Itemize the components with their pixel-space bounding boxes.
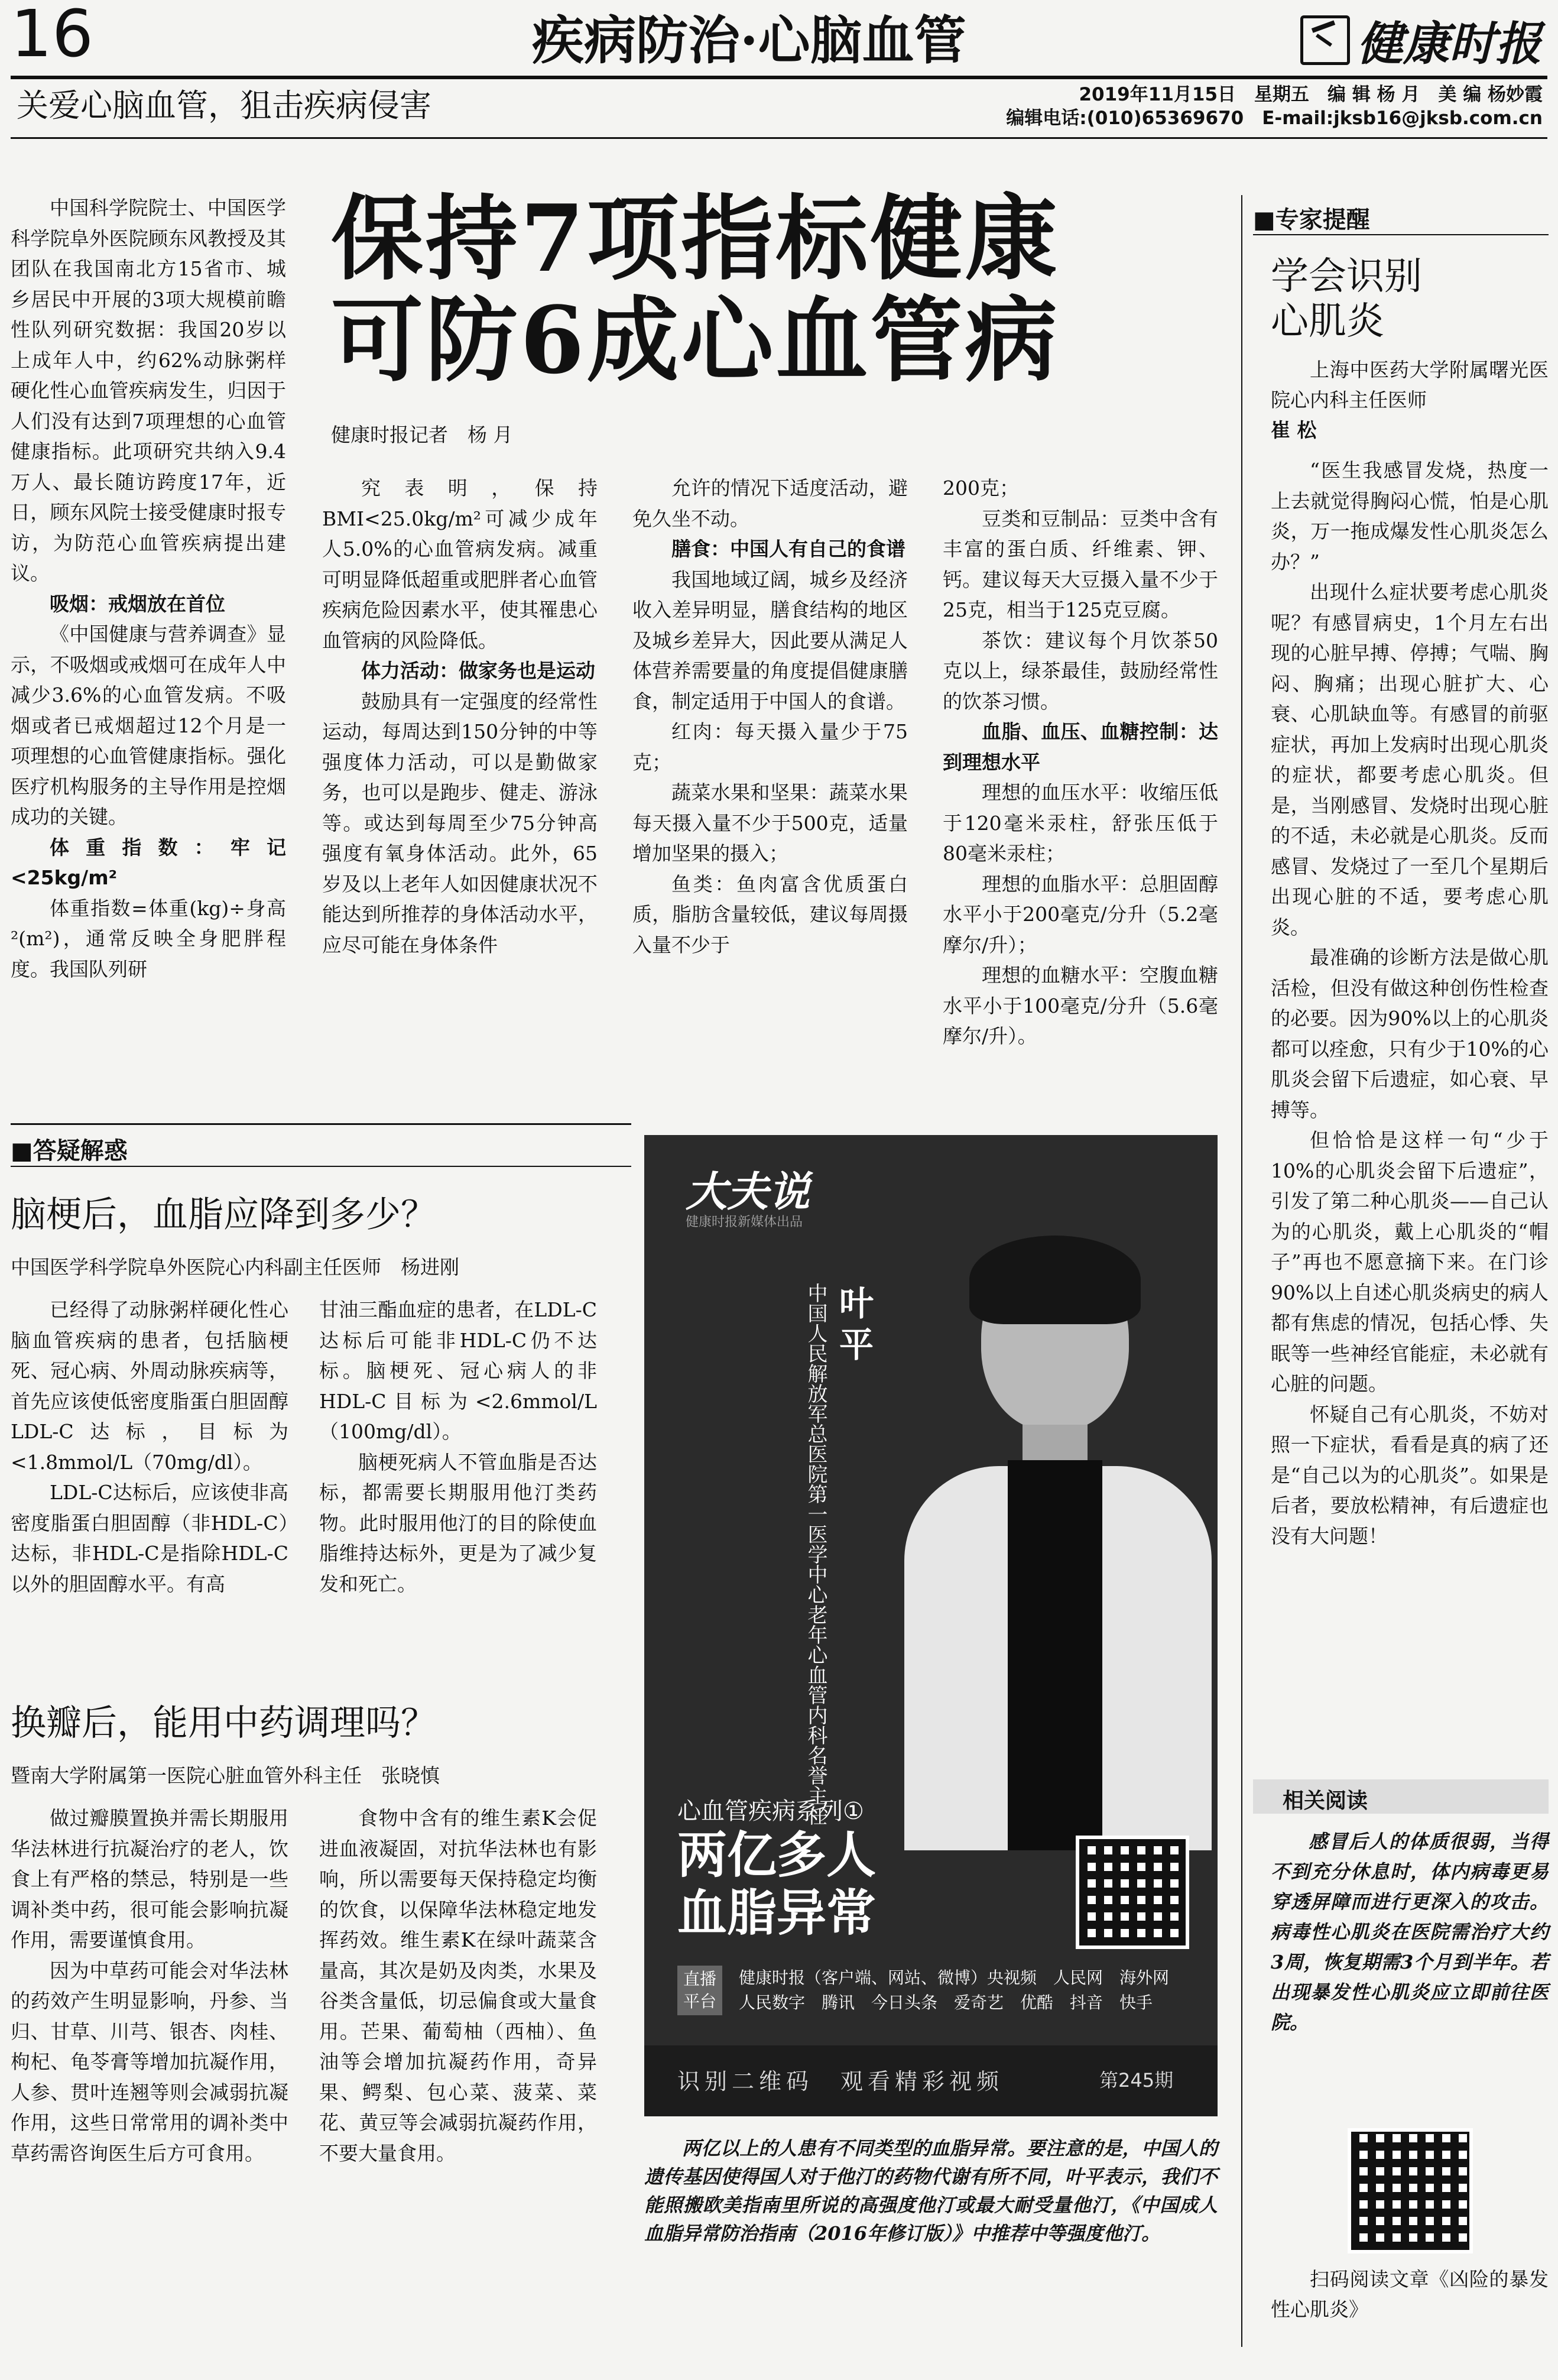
- promo-logo-subtitle: 健康时报新媒体出品: [686, 1215, 803, 1230]
- promo-headline-line2: 血脂异常: [677, 1883, 877, 1942]
- main-headline: [331, 184, 1229, 394]
- paragraph: 究表明，保持BMI<25.0kg/m²可减少成年人5.0%的心血管病发病。减重可明显降低超重或肥胖者心血管疾病危险因素水平，使其罹患心血管病的风险降低。: [322, 476, 598, 652]
- paragraph: 理想的血压水平：收缩压低于120毫米汞柱，舒张压低于80毫米汞柱；: [943, 781, 1218, 865]
- slogan: 关爱心脑血管，狙击疾病侵害: [17, 87, 431, 124]
- paragraph: 食物中含有的维生素K会促进血液凝固，对抗华法林也有影响，所以需要每天保持稳定均衡的饮食，以保障华法林稳定地发挥药效。维生素K在绿叶蔬菜含量高，其次是奶及肉类，水果及谷类含量低，切忌偏食或大量食用。芒果、葡萄柚（西柚）、鱼油等会增加抗凝药作用，奇异果、鳄梨、包心菜、菠菜、菜花、黄豆等会减弱抗凝药作用，不要大量食用。: [319, 1807, 597, 2165]
- q1-title: 脑梗后，血脂应降到多少？: [11, 1194, 436, 1236]
- platforms-line2: 人民数字 腾讯 今日头条 爱奇艺 优酷 抖音 快手: [739, 1993, 1153, 2012]
- newspaper-logo-icon: [1300, 15, 1350, 65]
- paragraph: LDL-C达标后，应该使非高密度脂蛋白胆固醇（非HDL-C）达标，非HDL-C是指除HDL-C以外的胆固醇水平。有高: [11, 1481, 288, 1596]
- paragraph: 脑梗死病人不管血脂是否达标，都需要长期服用他汀类药物。此时服用他汀的目的除使血脂维持达标外，更是为了减少复发和死亡。: [319, 1450, 597, 1596]
- paragraph: 鱼类：鱼肉富含优质蛋白质，脂肪含量较低，建议每周摄入量不少于: [632, 872, 908, 956]
- paragraph: 豆类和豆制品：豆类中含有丰富的蛋白质、纤维素、钾、钙。建议每天大豆摄入量不少于25克，相当于125克豆腐。: [943, 507, 1218, 621]
- q1-column-1: [11, 1295, 288, 1599]
- expert-author-affiliation: 上海中医药大学附属曙光医院心内科主任医师: [1271, 358, 1549, 411]
- paragraph: 但恰恰是这样一句“少于10%的心肌炎会留下后遗症”，引发了第二种心肌炎——自己认为的心肌炎，戴上心肌炎的“帽子”再也不愿意摘下来。在门诊90%以上自述心肌炎病史的病人都有焦虑的情况，包括心悸、失眠等一些神经官能症，未必就有心脏的问题。: [1271, 1129, 1549, 1395]
- doctor-title: 中国人民解放军总医院第一医学中心老年心血管内科名誉主任: [804, 1283, 827, 1825]
- section-title: 疾病防治·心脑血管: [532, 9, 966, 71]
- doctor-name: 叶 平: [839, 1283, 874, 1365]
- promo-headline-line1: 两亿多人: [677, 1825, 877, 1884]
- expert-section-label: ■专家提醒: [1253, 206, 1370, 234]
- qa-section-label: ■答疑解惑: [11, 1137, 128, 1165]
- paragraph: 因为中草药可能会对华法林的药效产生明显影响，丹参、当归、甘草、川芎、银杏、肉桂、枸杞、龟苓膏等增加抗凝作用，人参、贯叶连翘等则会减弱抗凝作用，这些日常常用的调补类中草药需咨询医生后方可食用。: [11, 1959, 288, 2165]
- paragraph: 体重指数=体重(kg)÷身高²(m²)，通常反映全身肥胖程度。我国队列研: [11, 896, 286, 981]
- subheading: 吸烟：戒烟放在首位: [50, 592, 225, 615]
- related-reading-text: 感冒后人的体质很弱，当得不到充分休息时，体内病毒更易穿透屏障而进行更深入的攻击。病毒性心肌炎在医院需治疗大约3周，恢复期需3个月到半年。若出现暴发性心肌炎应立即前往医院。: [1271, 1830, 1549, 2034]
- editor-contact: 编辑电话:(010)65369670 E-mail:jksb16@jksb.com.cn: [1006, 108, 1543, 129]
- masthead-rule: [11, 76, 1547, 79]
- article-qr-code[interactable]: [1348, 2128, 1473, 2253]
- masthead-rule-bottom: [11, 137, 1547, 139]
- main-headline-line1: 保持7项指标健康: [331, 184, 1060, 293]
- expert-article-column: [1271, 455, 1549, 1551]
- paragraph: 我国地域辽阔，城乡及经济收入差异明显，膳食结构的地区及城乡差异大，因此要从满足人体营养需要量的角度提倡健康膳食，制定适用于中国人的食谱。: [632, 568, 908, 713]
- paragraph: 红肉：每天摄入量少于75克；: [632, 720, 908, 774]
- paragraph: 200克；: [943, 476, 1019, 500]
- subheading: 血脂、血压、血糖控制：达到理想水平: [943, 720, 1218, 774]
- qr-caption: 扫码阅读文章《凶险的暴发性心肌炎》: [1271, 2268, 1549, 2321]
- expert-title-line2: 心肌炎: [1271, 300, 1384, 343]
- expert-label-rule: [1253, 234, 1549, 235]
- subheading: 膳食：中国人有自己的食谱: [671, 537, 905, 560]
- paragraph: 甘油三酯血症的患者，在LDL-C达标后可能非HDL-C仍不达标。脑梗死、冠心病人的非HDL-C目标为<2.6mmol/L（100mg/dl）。: [319, 1298, 597, 1443]
- main-article-column-2: [322, 473, 598, 960]
- paragraph: 最准确的诊断方法是做心肌活检，但没有做这种创伤性检查的必要。因为90%以上的心肌炎都可以痊愈，只有少于10%的心肌炎会留下后遗症，如心衰、早搏等。: [1271, 946, 1549, 1121]
- main-article-column-3: [632, 473, 908, 960]
- issue-info: 2019年11月15日 星期五 编 辑 杨 月 美 编 杨妙霞: [1079, 84, 1543, 105]
- paragraph: 中国科学院院士、中国医学科学院阜外医院顾东风教授及其团队在我国南北方15省市、城乡居民中开展的3项大规模前瞻性队列研究数据：我国20岁以上成年人中，约62%动脉粥样硬化性心血管疾病发生，归因于人们没有达到7项理想的心血管健康指标。此项研究共纳入9.4万人、最长随访跨度17年，近日，顾东风院士接受健康时报专访，为防范心血管疾病提出建议。: [11, 196, 286, 585]
- paragraph: 鼓励具有一定强度的经常性运动，每周达到150分钟的中等强度体力活动，可以是勤做家务，也可以是跑步、健走、游泳等。或达到每周至少75分钟高强度有氧身体活动。此外，65岁及以上老年人如因健康状况不能达到所推荐的身体活动水平，应尽可能在身体条件: [322, 689, 598, 956]
- promo-qr-code[interactable]: [1076, 1836, 1189, 1949]
- q2-byline: 暨南大学附属第一医院心脏血管外科主任 张晓慎: [11, 1764, 440, 1787]
- platform-label: 直播平台: [677, 1966, 722, 2015]
- paragraph: 已经得了动脉粥样硬化性心脑血管疾病的患者，包括脑梗死、冠心病、外周动脉疾病等，首先应该使低密度脂蛋白胆固醇LDL-C达标，目标为<1.8mmol/L（70mg/dl）。: [11, 1298, 288, 1474]
- paragraph: 理想的血糖水平：空腹血糖水平小于100毫克/分升（5.6毫摩尔/升）。: [943, 964, 1218, 1048]
- q2-title: 换瓣后，能用中药调理吗？: [11, 1703, 436, 1744]
- main-headline-line2: 可防6成心血管病: [331, 286, 1060, 394]
- doctor-portrait: [892, 1212, 1212, 1833]
- paragraph: 茶饮：建议每个月饮茶50克以上，绿茶最佳，鼓励经常性的饮茶习惯。: [943, 628, 1218, 713]
- paragraph: 《中国健康与营养调查》显示，不吸烟或戒烟可在成年人中减少3.6%的心血管发病。不吸烟或者已戒烟超过12个月是一项理想的心血管健康指标。强化医疗机构服务的主导作用是控烟成功的关键。: [11, 622, 286, 828]
- promo-logo: 大夫说: [686, 1168, 810, 1216]
- paragraph: 蔬菜水果和坚果：蔬菜水果每天摄入量不少于500克，适量增加坚果的摄入；: [632, 781, 908, 865]
- series-label: 心血管疾病系列①: [677, 1798, 864, 1825]
- page-number: 16: [11, 0, 93, 72]
- q2-column-1: [11, 1803, 288, 2168]
- qa-top-rule: [11, 1123, 631, 1125]
- reporter-byline: 健康时报记者 杨 月: [331, 423, 513, 446]
- paragraph: 出现什么症状要考虑心肌炎呢？有感冒病史，1个月左右出现的心脏早搏、停搏；气喘、胸闷、胸痛；出现心脏扩大、心衰、心肌缺血等。有感冒的前驱症状，再加上发病时出现心肌炎的症状，都要考虑心肌炎。但是，当刚感冒、发烧时出现心脏的不适，未必就是心肌炎。反而感冒、发烧过了一至几个星期后出现心脏的不适，要考虑心肌炎。: [1271, 581, 1549, 939]
- promo-footer: 识别二维码 观看精彩视频: [677, 2068, 1004, 2094]
- q2-column-2: [319, 1803, 597, 2168]
- column-divider-right: [1241, 195, 1242, 2347]
- paragraph: 允许的情况下适度活动，避免久坐不动。: [632, 476, 908, 530]
- paragraph: “医生我感冒发烧，热度一上去就觉得胸闷心慌，怕是心肌炎，万一拖成爆发性心肌炎怎么办？”: [1271, 459, 1549, 573]
- qa-label-rule: [11, 1166, 631, 1167]
- main-article-column-4: [943, 473, 1218, 1052]
- promo-issue-number: 第245期: [1099, 2069, 1174, 2092]
- paragraph: 理想的血脂水平：总胆固醇水平小于200毫克/分升（5.2毫摩尔/升）；: [943, 872, 1218, 956]
- expert-title-line1: 学会识别: [1271, 255, 1422, 299]
- related-reading-label: 相关阅读: [1283, 1789, 1368, 1813]
- q1-byline: 中国医学科学院阜外医院心内科副主任医师 杨进刚: [11, 1256, 459, 1279]
- platforms-line1: 健康时报（客户端、网站、微博）央视频 人民网 海外网: [739, 1968, 1170, 1987]
- q1-column-2: [319, 1295, 597, 1599]
- newspaper-name: 健康时报: [1357, 17, 1542, 71]
- main-article-column-1: [11, 193, 286, 984]
- newspaper-logo: [1300, 12, 1541, 69]
- paragraph: 做过瓣膜置换并需长期服用华法林进行抗凝治疗的老人，饮食上有严格的禁忌，特别是一些调补类中药，很可能会影响抗凝作用，需要谨慎食用。: [11, 1807, 288, 1951]
- subheading: 体重指数：牢记<25kg/m²: [11, 835, 286, 889]
- promo-caption: 两亿以上的人患有不同类型的血脂异常。要注意的是，中国人的遗传基因使得国人对于他汀的药物代谢有所不同，叶平表示，我们不能照搬欧美指南里所说的高强度他汀或最大耐受量他汀，《中国成人血脂异常防治指南（2016年修订版）》中推荐中等强度他汀。: [644, 2137, 1218, 2245]
- promo-box: [644, 1135, 1218, 2116]
- subheading: 体力活动：做家务也是运动: [361, 659, 595, 682]
- paragraph: 怀疑自己有心肌炎，不妨对照一下症状，看看是真的病了还是“自己以为的心肌炎”。如果是后者，要放松精神，有后遗症也没有大问题！: [1271, 1402, 1549, 1548]
- expert-author-name: 崔 松: [1271, 419, 1317, 442]
